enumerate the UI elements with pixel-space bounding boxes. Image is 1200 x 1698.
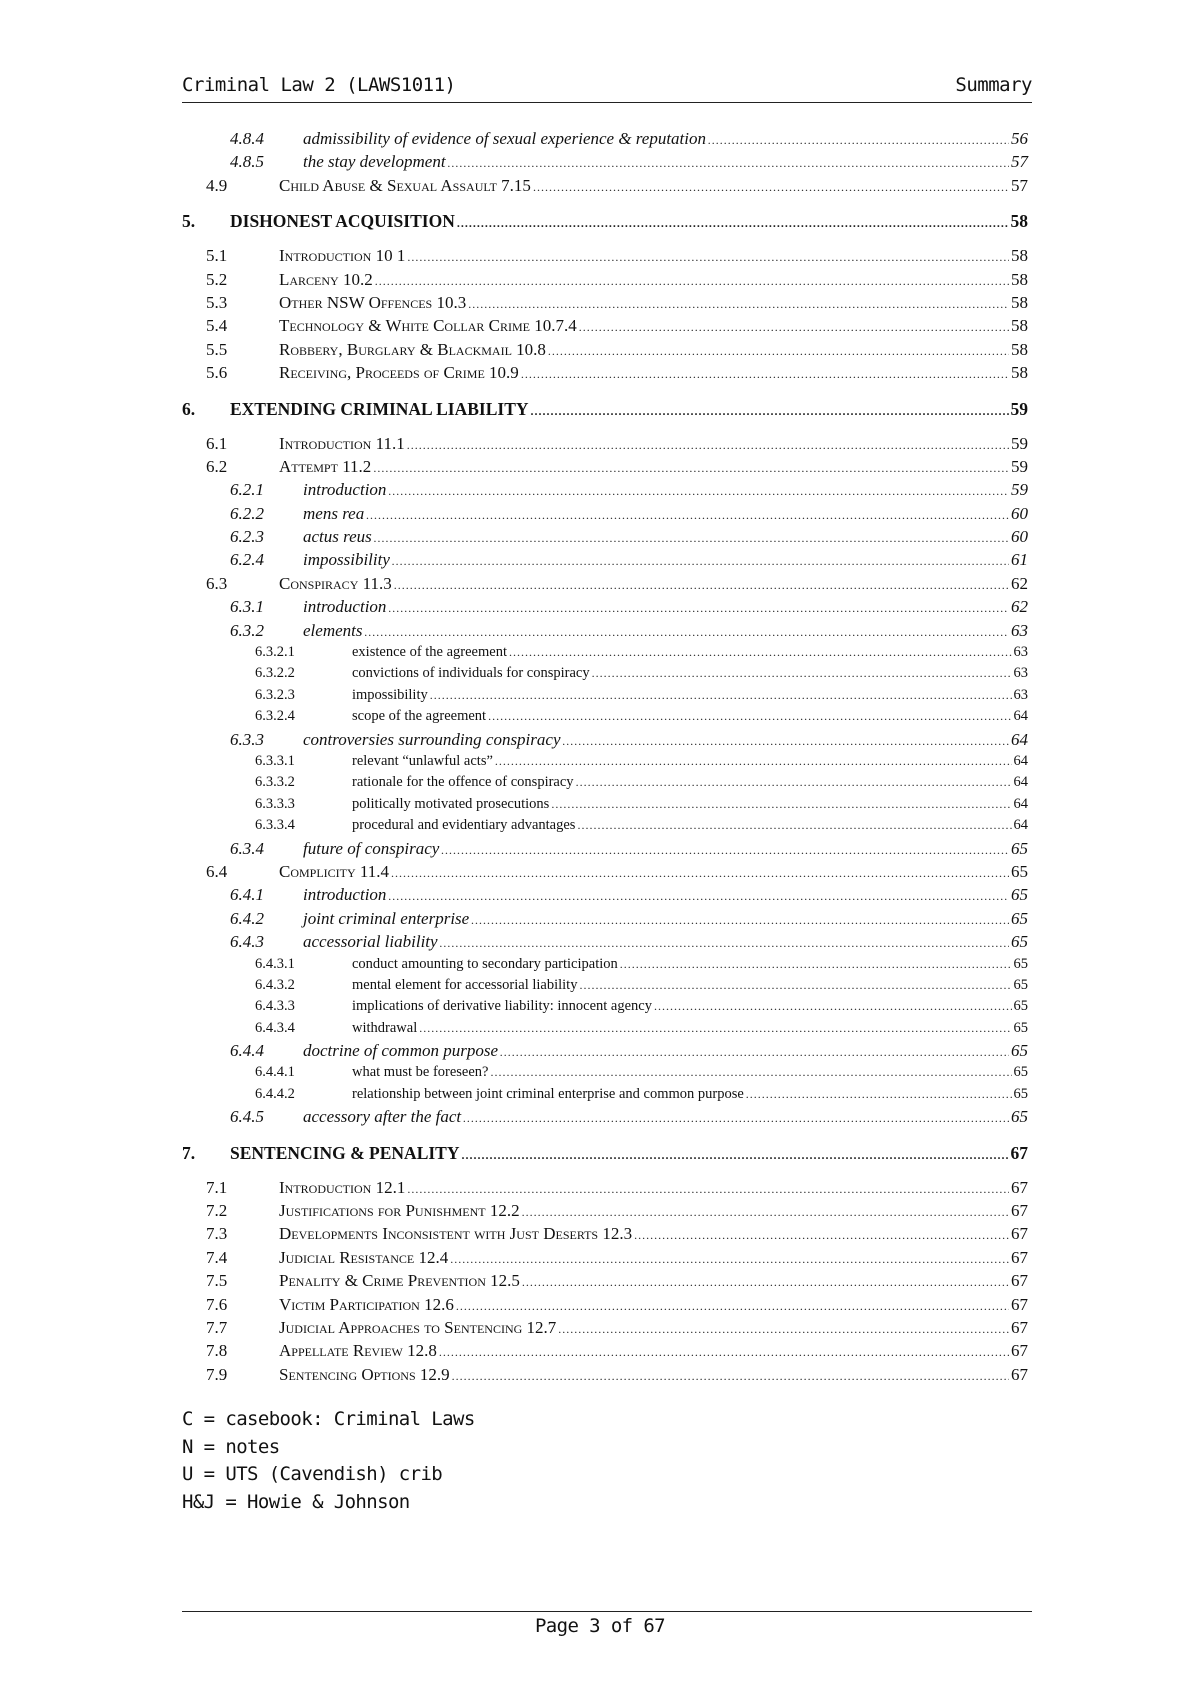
toc-entry-number: 6.4.1 — [230, 885, 264, 905]
dot-leader — [471, 913, 1009, 928]
toc-entry-number: 6.4.5 — [230, 1107, 264, 1127]
toc-entry-number: 7.6 — [206, 1294, 228, 1314]
dot-leader — [551, 797, 1011, 812]
toc-entry-number: 7.1 — [206, 1177, 228, 1197]
toc-entry-number: 6.2.1 — [230, 480, 264, 500]
dot-leader — [531, 404, 1009, 419]
toc-entry[interactable] — [182, 885, 1028, 908]
toc-entry-number: 7. — [182, 1142, 196, 1163]
toc-entry-title: the stay development — [303, 152, 446, 172]
dot-leader — [463, 1111, 1009, 1126]
toc-entry-page: 63 — [1013, 665, 1028, 682]
toc-entry-number: 6.3.3 — [230, 729, 264, 749]
toc-entry[interactable] — [182, 1295, 1028, 1318]
dot-leader — [391, 866, 1009, 881]
toc-entry-title: withdrawal — [352, 1019, 418, 1036]
toc-entry-page: 67 — [1011, 1341, 1028, 1361]
toc-entry-title: relevant “unlawful acts” — [352, 752, 493, 769]
toc-entry[interactable] — [182, 774, 1028, 795]
toc-entry-number: 7.9 — [206, 1364, 228, 1384]
toc-entry-number: 6.3.2.3 — [255, 686, 295, 703]
toc-entry[interactable] — [182, 621, 1028, 644]
toc-entry[interactable] — [182, 316, 1028, 339]
dot-leader — [522, 1275, 1009, 1290]
toc-entry[interactable] — [182, 597, 1028, 620]
dot-leader — [439, 1345, 1009, 1360]
toc-entry-page: 60 — [1011, 503, 1028, 523]
toc-entry-page: 65 — [1013, 1064, 1028, 1081]
toc-entry-number: 5.6 — [206, 363, 228, 383]
running-header — [182, 72, 1032, 103]
toc-entry-page: 67 — [1011, 1364, 1028, 1384]
dot-leader — [521, 367, 1009, 382]
toc-entry-page: 58 — [1011, 292, 1028, 312]
toc-entry[interactable] — [182, 956, 1028, 977]
toc-entry-number: 6. — [182, 398, 196, 419]
toc-entry-page: 65 — [1011, 1041, 1028, 1061]
dot-leader — [563, 734, 1010, 749]
toc-entry-number: 6.2.4 — [230, 550, 264, 570]
toc-entry[interactable] — [182, 665, 1028, 686]
toc-entry-page: 65 — [1011, 838, 1028, 858]
toc-entry[interactable] — [182, 1143, 1028, 1167]
toc-entry-page: 59 — [1011, 480, 1028, 500]
toc-entry-title: impossibility — [303, 550, 390, 570]
toc-entry[interactable] — [182, 1318, 1028, 1341]
toc-entry-title: convictions of individuals for conspiracy — [352, 665, 590, 682]
header-section: Summary — [955, 74, 1032, 96]
toc-entry-number: 5.4 — [206, 316, 228, 336]
toc-entry-title: Receiving, Proceeds of Crime 10.9 — [279, 363, 519, 383]
toc-entry-page: 67 — [1011, 1271, 1028, 1291]
toc-entry-page: 64 — [1013, 817, 1028, 834]
dot-leader — [522, 1205, 1009, 1220]
toc-entry[interactable] — [182, 363, 1028, 386]
footer-divider — [182, 1611, 1032, 1612]
toc-entry-number: 4.8.5 — [230, 152, 264, 172]
toc-entry-title: relationship between joint criminal enterprise and common purpose — [352, 1085, 744, 1102]
toc-entry-title: doctrine of common purpose — [303, 1041, 499, 1061]
toc-entry-title: EXTENDING CRIMINAL LIABILITY — [230, 398, 529, 419]
toc-entry-number: 6.2.3 — [230, 527, 264, 547]
toc-entry-number: 7.8 — [206, 1341, 228, 1361]
dot-leader — [394, 578, 1009, 593]
toc-entry[interactable] — [182, 817, 1028, 838]
toc-entry-page: 64 — [1011, 729, 1028, 749]
toc-entry-page: 65 — [1013, 955, 1028, 972]
toc-entry-page: 65 — [1011, 885, 1028, 905]
toc-entry[interactable] — [182, 687, 1028, 708]
toc-entry-title: SENTENCING & PENALITY — [230, 1142, 460, 1163]
toc-entry-page: 59 — [1011, 456, 1028, 476]
toc-entry[interactable] — [182, 129, 1028, 152]
toc-entry-page: 67 — [1010, 1142, 1028, 1163]
toc-entry-title: Child Abuse & Sexual Assault 7.15 — [279, 175, 531, 195]
dot-leader — [576, 775, 1012, 790]
toc-entry[interactable] — [182, 1248, 1028, 1271]
toc-entry-title: Technology & White Collar Crime 10.7.4 — [279, 316, 577, 336]
dot-leader — [548, 344, 1009, 359]
toc-entry-title: Justifications for Punishment 12.2 — [279, 1201, 520, 1221]
legend-item: U = UTS (Cavendish) crib — [182, 1463, 443, 1485]
toc-entry-number: 6.4.3 — [230, 932, 264, 952]
toc-entry[interactable] — [182, 399, 1028, 423]
toc-entry-number: 6.4 — [206, 861, 228, 881]
toc-entry-number: 6.3.1 — [230, 597, 264, 617]
toc-entry-title: Judicial Resistance 12.4 — [279, 1247, 449, 1267]
toc-entry[interactable] — [182, 434, 1028, 457]
dot-leader — [375, 274, 1009, 289]
toc-entry[interactable] — [182, 862, 1028, 885]
dot-leader — [456, 1299, 1009, 1314]
toc-entry[interactable] — [182, 977, 1028, 998]
toc-entry-title: mental element for accessorial liability — [352, 976, 578, 993]
toc-entry[interactable] — [182, 176, 1028, 199]
dot-leader — [708, 133, 1009, 148]
dot-leader — [407, 438, 1009, 453]
toc-entry-page: 58 — [1011, 269, 1028, 289]
toc-entry-title: Other NSW Offences 10.3 — [279, 292, 467, 312]
toc-entry[interactable] — [182, 708, 1028, 729]
dot-leader — [419, 1021, 1011, 1036]
toc-entry-number: 6.3.4 — [230, 838, 264, 858]
toc-entry-title: mens rea — [303, 503, 365, 523]
toc-entry-page: 65 — [1011, 908, 1028, 928]
toc-entry[interactable] — [182, 340, 1028, 363]
toc-entry-number: 4.9 — [206, 175, 228, 195]
toc-entry-page: 65 — [1011, 932, 1028, 952]
toc-entry[interactable] — [182, 1201, 1028, 1224]
dot-leader — [373, 461, 1009, 476]
toc-entry-title: Introduction 10 1 — [279, 246, 406, 266]
legend-item: N = notes — [182, 1435, 280, 1458]
toc-entry-title: Attempt 11.2 — [279, 456, 372, 476]
toc-entry-title: introduction — [303, 885, 387, 905]
toc-entry-number: 5.2 — [206, 269, 228, 289]
toc-entry-number: 5.1 — [206, 246, 228, 266]
toc-entry-title: what must be foreseen? — [352, 1064, 489, 1081]
dot-leader — [448, 156, 1009, 171]
toc-entry[interactable] — [182, 293, 1028, 316]
toc-entry[interactable] — [182, 1041, 1028, 1064]
toc-entry-title: scope of the agreement — [352, 708, 487, 725]
toc-entry-title: elements — [303, 620, 363, 640]
dot-leader — [620, 957, 1012, 972]
toc-entry-title: Sentencing Options 12.9 — [279, 1364, 450, 1384]
dot-leader — [500, 1045, 1009, 1060]
toc-entry-title: admissibility of evidence of sexual experience & reputation — [303, 129, 707, 148]
toc-entry-title: accessory after the fact — [303, 1107, 462, 1127]
toc-entry-title: Conspiracy 11.3 — [279, 573, 392, 593]
dot-leader — [488, 709, 1011, 724]
page-number: Page 3 of 67 — [534, 1615, 666, 1637]
toc-entry-title: DISHONEST ACQUISITION — [230, 211, 455, 232]
toc-entry-page: 67 — [1011, 1294, 1028, 1314]
toc-entry-number: 7.4 — [206, 1247, 228, 1267]
toc-entry-page: 62 — [1011, 597, 1028, 617]
toc-entry-page: 59 — [1010, 398, 1028, 419]
toc-entry-title: Introduction 11.1 — [279, 433, 405, 453]
toc-entry-title: accessorial liability — [303, 932, 438, 952]
dot-leader — [388, 484, 1009, 499]
dot-leader — [533, 180, 1009, 195]
toc-entry-number: 6.4.4.1 — [255, 1064, 295, 1081]
toc-entry[interactable] — [182, 1020, 1028, 1041]
toc-entry-number: 6.3.2 — [230, 620, 264, 640]
toc-entry[interactable] — [182, 1086, 1028, 1107]
dot-leader — [577, 818, 1011, 833]
toc-entry-number: 6.4.4 — [230, 1041, 264, 1061]
toc-entry-title: introduction — [303, 597, 387, 617]
toc-entry-title: procedural and evidentiary advantages — [352, 817, 576, 834]
dot-leader — [579, 978, 1011, 993]
toc-entry-title: rationale for the offence of conspiracy — [352, 774, 574, 791]
toc-entry[interactable] — [182, 1341, 1028, 1364]
toc-entry-number: 6.3.3.1 — [255, 752, 295, 769]
dot-leader — [392, 554, 1009, 569]
toc-entry-page: 58 — [1011, 363, 1028, 383]
toc-entry[interactable] — [182, 152, 1028, 175]
toc-entry-number: 5.3 — [206, 292, 228, 312]
dot-leader — [457, 216, 1009, 231]
toc-entry-page: 67 — [1011, 1201, 1028, 1221]
toc-entry-title: Introduction 12.1 — [279, 1177, 406, 1197]
dot-leader — [634, 1228, 1009, 1243]
toc-entry-number: 6.3.3.3 — [255, 795, 295, 812]
dot-leader — [388, 601, 1009, 616]
toc-entry[interactable] — [182, 1271, 1028, 1294]
toc-entry-page: 65 — [1013, 1019, 1028, 1036]
toc-entry-page: 64 — [1013, 774, 1028, 791]
toc-entry[interactable] — [182, 796, 1028, 817]
toc-entry-page: 61 — [1011, 550, 1028, 570]
toc-entry-page: 65 — [1013, 976, 1028, 993]
toc-entry-number: 7.3 — [206, 1224, 228, 1244]
toc-entry[interactable] — [182, 839, 1028, 862]
toc-entry[interactable] — [182, 1365, 1028, 1388]
toc-entry[interactable] — [182, 753, 1028, 774]
toc-entry-number: 6.4.3.4 — [255, 1019, 295, 1036]
dot-leader — [388, 889, 1009, 904]
toc-entry-page: 58 — [1010, 211, 1028, 232]
toc-entry-title: Robbery, Burglary & Blackmail 10.8 — [279, 339, 546, 359]
dot-leader — [592, 666, 1012, 681]
toc-entry-page: 65 — [1011, 1107, 1028, 1127]
toc-entry[interactable] — [182, 246, 1028, 269]
toc-entry-page: 63 — [1013, 686, 1028, 703]
toc-entry-title: Judicial Approaches to Sentencing 12.7 — [279, 1317, 557, 1337]
dot-leader — [491, 1065, 1012, 1080]
toc-entry-page: 58 — [1011, 316, 1028, 336]
toc-entry[interactable] — [182, 1178, 1028, 1201]
toc-entry-page: 62 — [1011, 573, 1028, 593]
toc-entry-page: 63 — [1013, 644, 1028, 661]
toc-entry[interactable] — [182, 574, 1028, 597]
toc-entry-number: 4.8.4 — [230, 129, 264, 148]
toc-entry-title: politically motivated prosecutions — [352, 795, 550, 812]
toc-entry-title: existence of the agreement — [352, 644, 507, 661]
dot-leader — [374, 531, 1009, 546]
toc-entry[interactable] — [182, 480, 1028, 503]
toc-entry-page: 58 — [1011, 339, 1028, 359]
toc-entry-title: Penality & Crime Prevention 12.5 — [279, 1271, 520, 1291]
dot-leader — [579, 320, 1009, 335]
toc-entry-number: 6.4.3.2 — [255, 976, 295, 993]
toc-entry-number: 6.4.4.2 — [255, 1085, 295, 1102]
toc-entry[interactable] — [182, 211, 1028, 235]
toc-entry-title: conduct amounting to secondary participation — [352, 955, 618, 972]
dot-leader — [441, 843, 1009, 858]
header-title: Criminal Law 2 (LAWS1011) — [182, 74, 456, 96]
toc-entry-page: 59 — [1011, 433, 1028, 453]
toc-entry-number: 6.1 — [206, 433, 228, 453]
toc-entry-page: 65 — [1011, 861, 1028, 881]
toc-entry-number: 6.3 — [206, 573, 228, 593]
toc-entry-number: 6.3.2.2 — [255, 665, 295, 682]
toc-entry-page: 67 — [1011, 1317, 1028, 1337]
dot-leader — [495, 754, 1012, 769]
toc-entry-page: 60 — [1011, 527, 1028, 547]
dot-leader — [746, 1087, 1012, 1102]
dot-leader — [558, 1322, 1009, 1337]
toc-entry-page: 57 — [1011, 175, 1028, 195]
dot-leader — [430, 688, 1012, 703]
toc-entry-page: 64 — [1013, 752, 1028, 769]
toc-entry-number: 5.5 — [206, 339, 228, 359]
toc-entry[interactable] — [182, 527, 1028, 550]
toc-entry[interactable] — [182, 932, 1028, 955]
toc-entry-page: 64 — [1013, 708, 1028, 725]
toc-entry-number: 5. — [182, 211, 196, 232]
dot-leader — [364, 625, 1009, 640]
dot-leader — [452, 1369, 1009, 1384]
toc-entry-number: 7.5 — [206, 1271, 228, 1291]
legend-item: C = casebook: Criminal Laws — [182, 1408, 475, 1430]
toc-entry[interactable] — [182, 644, 1028, 665]
table-of-contents — [182, 129, 1028, 1388]
toc-entry-title: implications of derivative liability: innocent agency — [352, 998, 652, 1015]
dot-leader — [509, 645, 1012, 660]
toc-entry-page: 57 — [1011, 152, 1028, 172]
toc-entry[interactable] — [182, 998, 1028, 1019]
toc-entry-number: 6.4.3.3 — [255, 998, 295, 1015]
toc-entry-page: 67 — [1011, 1224, 1028, 1244]
toc-entry-number: 7.2 — [206, 1201, 228, 1221]
dot-leader — [440, 936, 1009, 951]
toc-entry-title: joint criminal enterprise — [303, 908, 470, 928]
toc-entry-title: impossibility — [352, 686, 428, 703]
toc-entry-title: Complicity 11.4 — [279, 861, 390, 881]
dot-leader — [366, 508, 1009, 523]
toc-entry-number: 6.4.2 — [230, 908, 264, 928]
toc-entry-number: 6.3.3.2 — [255, 774, 295, 791]
dot-leader — [407, 250, 1009, 265]
abbreviation-legend — [182, 1406, 475, 1516]
toc-entry-title: controversies surrounding conspiracy — [303, 729, 561, 749]
dot-leader — [654, 999, 1012, 1014]
dot-leader — [468, 297, 1009, 312]
toc-entry-page: 56 — [1011, 129, 1028, 148]
toc-entry-page: 64 — [1013, 795, 1028, 812]
toc-entry[interactable] — [182, 1107, 1028, 1130]
toc-entry-number: 6.2 — [206, 456, 228, 476]
toc-entry-page: 65 — [1013, 998, 1028, 1015]
toc-entry-number: 6.2.2 — [230, 503, 264, 523]
toc-entry-page: 67 — [1011, 1177, 1028, 1197]
toc-entry-page: 63 — [1011, 620, 1028, 640]
toc-entry-number: 7.7 — [206, 1317, 228, 1337]
legend-item: H&J = Howie & Johnson — [182, 1490, 410, 1513]
toc-entry-title: future of conspiracy — [303, 838, 440, 858]
toc-entry-title: Victim Participation 12.6 — [279, 1294, 454, 1314]
toc-entry[interactable] — [182, 550, 1028, 573]
toc-entry[interactable] — [182, 1224, 1028, 1247]
toc-entry-page: 65 — [1013, 1085, 1028, 1102]
toc-entry-number: 6.3.3.4 — [255, 817, 295, 834]
toc-entry-title: Larceny 10.2 — [279, 269, 373, 289]
toc-entry-title: introduction — [303, 480, 387, 500]
toc-entry-number: 6.4.3.1 — [255, 955, 295, 972]
toc-entry-number: 6.3.2.4 — [255, 708, 295, 725]
dot-leader — [450, 1252, 1009, 1267]
toc-entry[interactable] — [182, 457, 1028, 480]
dot-leader — [461, 1148, 1008, 1163]
toc-entry[interactable] — [182, 909, 1028, 932]
toc-entry-page: 58 — [1011, 246, 1028, 266]
toc-entry[interactable] — [182, 1064, 1028, 1085]
toc-entry[interactable] — [182, 504, 1028, 527]
toc-entry-title: actus reus — [303, 527, 372, 547]
toc-entry[interactable] — [182, 270, 1028, 293]
toc-entry-title: Appellate Review 12.8 — [279, 1341, 437, 1361]
toc-entry-page: 67 — [1011, 1247, 1028, 1267]
toc-entry-number: 6.3.2.1 — [255, 644, 295, 661]
toc-entry[interactable] — [182, 730, 1028, 753]
dot-leader — [407, 1182, 1009, 1197]
toc-entry-title: Developments Inconsistent with Just Deserts 12.3 — [279, 1224, 633, 1244]
